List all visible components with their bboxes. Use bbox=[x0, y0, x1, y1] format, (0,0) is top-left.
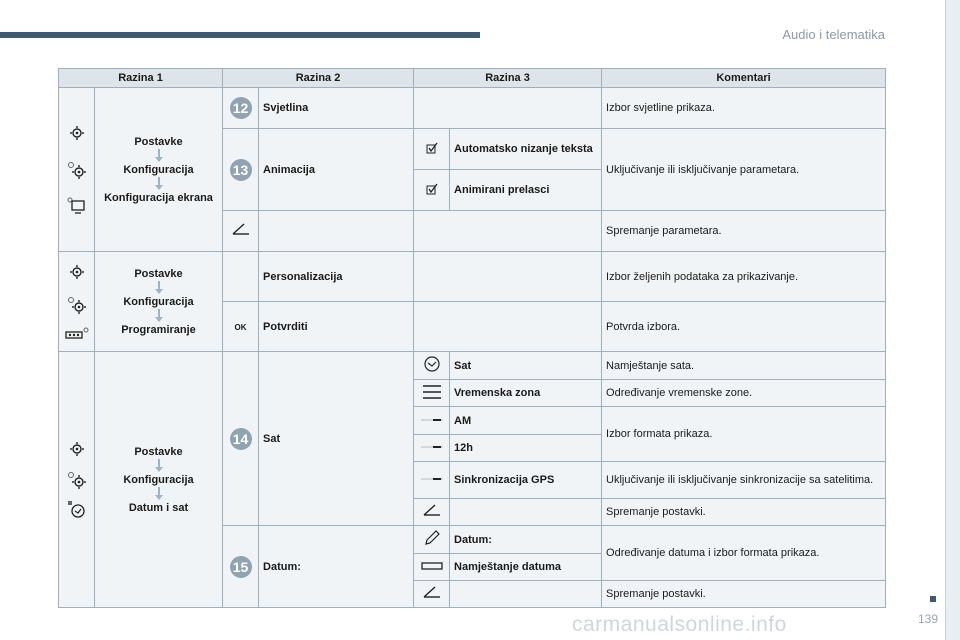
level2-label: Sat bbox=[259, 352, 414, 526]
table-header bbox=[59, 69, 886, 88]
gear-icon bbox=[68, 440, 86, 458]
top-accent-bar bbox=[0, 32, 480, 38]
comment: Određivanje vremenske zone. bbox=[602, 380, 886, 407]
level2-label: Potvrditi bbox=[259, 302, 414, 352]
ok-icon bbox=[223, 302, 259, 352]
path-step: Datum i sat bbox=[128, 501, 189, 514]
level3-label: Vremenska zona bbox=[450, 380, 602, 407]
step-number bbox=[223, 88, 259, 129]
comment: Izbor formata prikaza. bbox=[602, 407, 886, 462]
level1-icons bbox=[59, 352, 95, 608]
level3-label: Sat bbox=[450, 352, 602, 380]
path-step: Postavke bbox=[134, 445, 183, 458]
step-badge: 13 bbox=[230, 159, 252, 181]
comment: Spremanje parametara. bbox=[602, 211, 886, 252]
level1-path-display bbox=[95, 88, 223, 252]
gear-icon bbox=[68, 124, 86, 142]
comment: Namještanje sata. bbox=[602, 352, 886, 380]
watermark: carmanualsonline.info bbox=[572, 613, 787, 636]
path-step: Programiranje bbox=[121, 323, 196, 336]
comment: Uključivanje ili isključivanje sinkronizacije sa satelitima. bbox=[602, 462, 886, 499]
down-arrow-icon bbox=[99, 177, 218, 191]
checkbox-icon bbox=[414, 129, 450, 170]
path-step: Konfiguracija bbox=[123, 163, 194, 176]
gear-icon bbox=[68, 263, 86, 281]
config-gear-icon bbox=[65, 160, 89, 180]
col-header: Razina 2 bbox=[223, 69, 414, 88]
level3-label: Automatsko nizanje teksta bbox=[450, 129, 602, 170]
step-badge: 15 bbox=[230, 556, 252, 578]
checkbox-icon bbox=[414, 170, 450, 211]
page-number: 139 bbox=[917, 612, 938, 626]
path-step: Postavke bbox=[134, 267, 183, 280]
level2-label: Personalizacija bbox=[259, 252, 414, 302]
down-arrow-icon bbox=[99, 459, 218, 473]
screen-icon bbox=[65, 196, 89, 216]
ok-icon-label: OK bbox=[234, 322, 247, 332]
step-badge: 14 bbox=[230, 428, 252, 450]
toggle-icon bbox=[414, 407, 450, 435]
continued-marker bbox=[930, 596, 936, 602]
down-arrow-icon bbox=[99, 149, 218, 163]
level3-label: Namještanje datuma bbox=[450, 554, 602, 581]
comment: Spremanje postavki. bbox=[602, 581, 886, 608]
level2-label: Datum: bbox=[259, 526, 414, 608]
config-gear-icon bbox=[65, 295, 89, 315]
path-step: Konfiguracija bbox=[123, 295, 194, 308]
comment: Izbor željenih podataka za prikazivanje. bbox=[602, 252, 886, 302]
programming-icon bbox=[64, 327, 90, 341]
confirm-arrow-icon bbox=[414, 499, 450, 526]
step-badge: 12 bbox=[230, 97, 252, 119]
level1-path-display bbox=[95, 252, 223, 352]
clock-face-icon bbox=[414, 352, 450, 380]
list-icon bbox=[414, 380, 450, 407]
comment: Spremanje postavki. bbox=[602, 499, 886, 526]
confirm-arrow-icon bbox=[414, 581, 450, 608]
clock-icon bbox=[65, 500, 89, 520]
comment: Određivanje datuma i izbor formata prikaza. bbox=[602, 526, 886, 581]
level2-label: Animacija bbox=[259, 129, 414, 211]
level3-label: 12h bbox=[450, 435, 602, 462]
settings-table bbox=[58, 68, 886, 608]
level3-label: Sinkronizacija GPS bbox=[450, 462, 602, 499]
step-number bbox=[223, 526, 259, 608]
toggle-icon bbox=[414, 462, 450, 499]
level3-label: AM bbox=[450, 407, 602, 435]
comment: Potvrda izbora. bbox=[602, 302, 886, 352]
config-gear-icon bbox=[65, 470, 89, 490]
field-icon bbox=[414, 554, 450, 581]
path-step: Postavke bbox=[134, 135, 183, 148]
path-step: Konfiguracija bbox=[123, 473, 194, 486]
level1-icons bbox=[59, 252, 95, 352]
level2-label: Svjetlina bbox=[259, 88, 414, 129]
col-header: Komentari bbox=[602, 69, 886, 88]
down-arrow-icon bbox=[99, 281, 218, 295]
level3-label: Animirani prelasci bbox=[450, 170, 602, 211]
comment: Izbor svjetline prikaza. bbox=[602, 88, 886, 129]
pencil-icon bbox=[414, 526, 450, 554]
section-title: Audio i telematika bbox=[782, 27, 885, 42]
level1-icons bbox=[59, 88, 95, 252]
col-header: Razina 1 bbox=[59, 69, 223, 88]
page-edge-tab bbox=[946, 0, 960, 640]
level1-path-display bbox=[95, 352, 223, 608]
level3-label: Datum: bbox=[450, 526, 602, 554]
col-header: Razina 3 bbox=[414, 69, 602, 88]
down-arrow-icon bbox=[99, 487, 218, 501]
toggle-icon bbox=[414, 435, 450, 462]
comment: Uključivanje ili isključivanje parametara. bbox=[602, 129, 886, 211]
step-number bbox=[223, 352, 259, 526]
step-number bbox=[223, 129, 259, 211]
down-arrow-icon bbox=[99, 309, 218, 323]
path-step: Konfiguracija ekrana bbox=[104, 191, 213, 204]
confirm-arrow-icon bbox=[223, 211, 259, 252]
